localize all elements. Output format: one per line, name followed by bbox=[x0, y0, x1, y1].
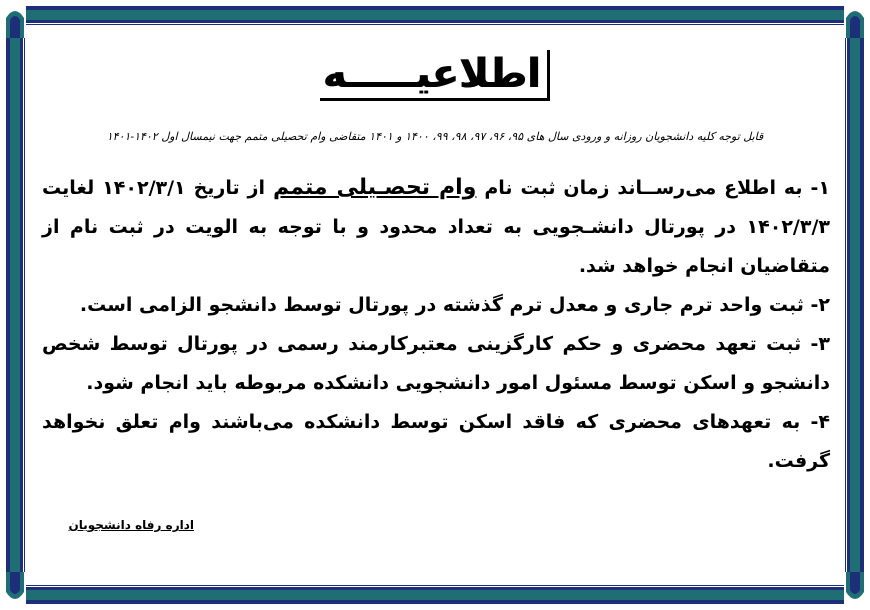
item-1-text-end: از تاریخ ۱۴۰۲/۳/۱ لغایت ۱۴۰۲/۳/۳ در پورتال دانشـجویی به تعداد محدود و با توجه به الویت در ثبت نام از متقاضیان انجام خواهد شد. bbox=[42, 177, 830, 277]
notice-item-4: ۴- به تعهدهای محضری که فاقد اسکن توسط دانشکده می‌باشند وام تعلق نخواهد گرفت. bbox=[42, 411, 830, 472]
notice-item-3: ۳- ثبت تعهد محضری و حکم کارگزینی معتبرکارمند رسمی در پورتال توسط شخص دانشجو و اسکن توسط مسئول امور دانشجویی دانشکده مربوطه باید انجام شود. bbox=[42, 333, 830, 394]
notice-subtitle: قابل توجه کلیه دانشجویان روزانه و ورودی سال های ۹۵، ۹۶، ۹۷، ۹۸، ۹۹، ۱۴۰۰ و ۱۴۰۱ متقاضی وام تحصیلی متمم جهت نیمسال اول ۱۴۰۲-۱۴۰۱ bbox=[106, 130, 764, 143]
notice-item-1 bbox=[42, 168, 830, 286]
notice-item-2: ۲- ثبت واحد ترم جاری و معدل ترم گذشته در پورتال توسط دانشجو الزامی است. bbox=[79, 294, 830, 316]
notice-body bbox=[42, 168, 830, 481]
item-1-text-start: ۱- به اطلاع می‌رســاند زمان ثبت نام bbox=[476, 177, 830, 199]
corner-ornament-icon bbox=[4, 4, 26, 38]
item-1-highlight: وام تحصـیلی متمم bbox=[272, 175, 477, 200]
title-container bbox=[36, 50, 834, 101]
corner-ornament-icon bbox=[844, 4, 866, 38]
corner-ornament-icon bbox=[4, 572, 26, 606]
notice-content bbox=[36, 30, 834, 580]
notice-title: اطلاعیـــــه bbox=[320, 50, 549, 101]
corner-ornament-icon bbox=[844, 572, 866, 606]
signature: اداره رفاه دانشجویان bbox=[68, 518, 194, 532]
